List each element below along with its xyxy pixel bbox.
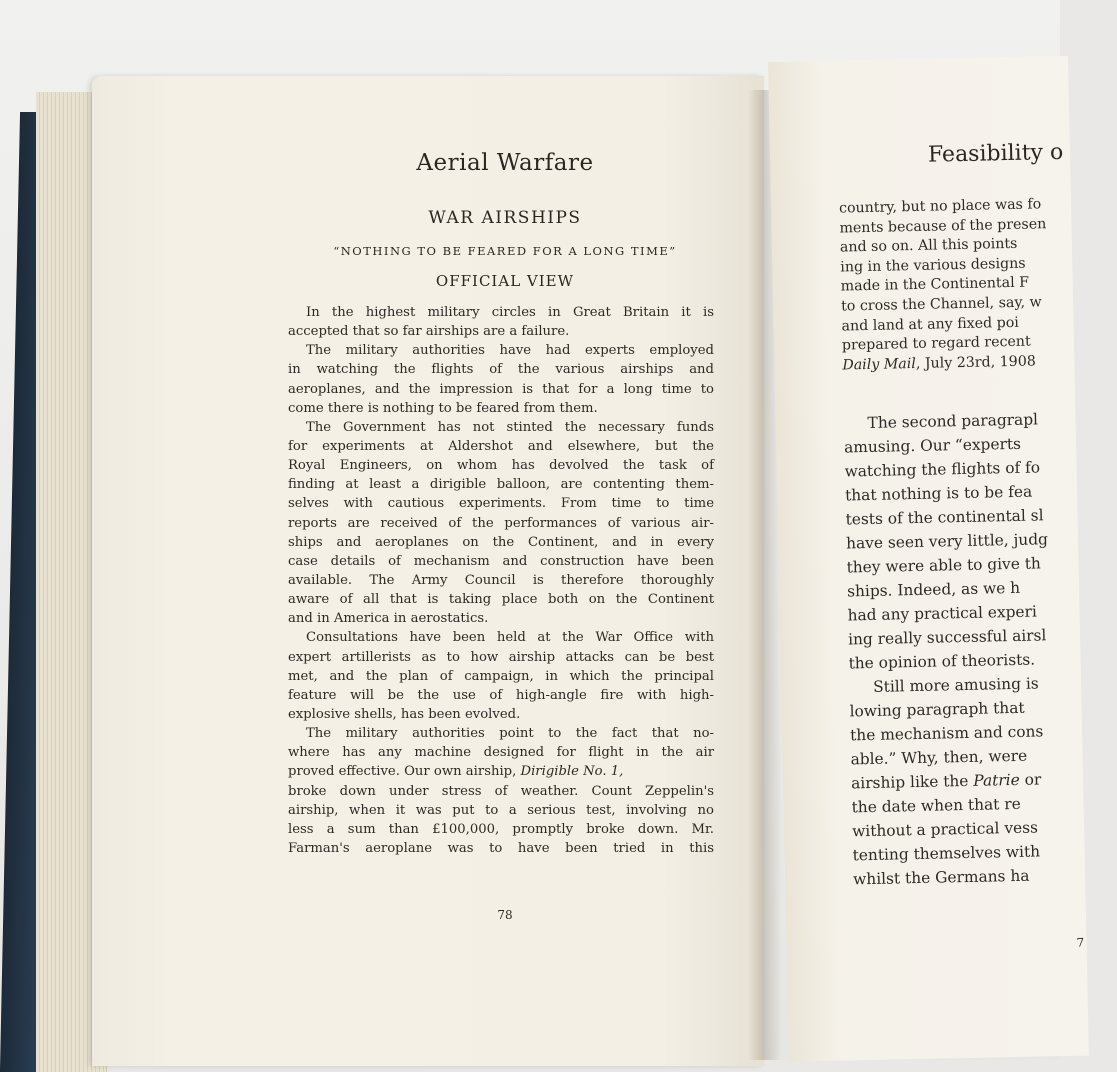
text-fragment: or (1019, 770, 1042, 790)
text-line: come there is nothing to be feared from them. (288, 400, 598, 416)
text-line: less a sum than £100,000, promptly broke down. Mr. (288, 821, 714, 837)
italic-title: Patrie (973, 771, 1020, 791)
text-line: The military authorities have had experts employed (306, 343, 714, 359)
italic-title: Dirigible No. 1, (520, 764, 624, 780)
text-line: in watching the flights of the various airships and (288, 362, 714, 378)
left-page-body (288, 303, 714, 858)
text-line: able.” Why, then, were (850, 747, 1028, 769)
text-line: broke down under stress of weather. Count Zeppelin's (288, 783, 714, 799)
italic-title: Daily Mail (842, 355, 917, 374)
text-line: for experiments at Aldershot and elsewhere, but the (288, 438, 714, 454)
text-line: and so on. All this points (839, 236, 1018, 256)
text-line: The second paragrapl (867, 410, 1039, 433)
right-page-body (839, 195, 1113, 895)
text-line: In the highest military circles in Great Britain it is (306, 305, 714, 320)
text-line: made in the Continental F (840, 274, 1030, 295)
text-line: ing really successful airsl (847, 626, 1047, 649)
text-line: aeroplanes, and the impression is that for a long time to (288, 381, 714, 397)
text-fragment: , July 23rd, 1908 (915, 353, 1036, 372)
text-line: where has any machine designed for flight in the air (288, 745, 714, 761)
text-line: they were able to give th (846, 554, 1042, 577)
text-line (288, 762, 714, 781)
text-line: without a practical vess (851, 818, 1039, 841)
text-line: ships and aeroplanes on the Continent, and in every (288, 534, 714, 550)
text-line: lowing paragraph that (849, 699, 1025, 721)
text-line: airship, when it was put to a serious test, involving no (288, 802, 714, 818)
text-line: to cross the Channel, say, w (840, 294, 1042, 315)
text-line: Consultations have been held at the War Office with (306, 630, 714, 646)
text-line: amusing. Our “experts (843, 435, 1022, 457)
text-line: ing in the various designs (840, 255, 1026, 276)
text-line: that nothing is to be fea (844, 482, 1033, 505)
running-head: Aerial Warfare (416, 150, 594, 176)
text-line: Still more amusing is (872, 674, 1039, 697)
text-line: selves with cautious experiments. From time to time (288, 496, 714, 512)
text-line: met, and the plan of campaign, in which the principal (288, 668, 714, 684)
text-line: and land at any fixed poi (841, 314, 1020, 335)
paragraph-gap (843, 371, 1104, 414)
text-line: tenting themselves with (852, 842, 1041, 865)
text-line: the date when that re (851, 795, 1021, 817)
text-line: tests of the continental sl (845, 506, 1044, 529)
text-line: feature will be the use of high-angle fire with high- (288, 687, 714, 703)
text-line: prepared to regard recent (841, 333, 1031, 354)
text-line: reports are received of the performances of various air- (288, 515, 714, 531)
text-line: watching the flights of fo (844, 458, 1041, 481)
text-line: accepted that so far airships are a failure. (288, 324, 570, 340)
text-line: the mechanism and cons (849, 722, 1044, 745)
text-line: ments because of the presen (839, 215, 1047, 237)
text-line: case details of mechanism and construction have been (288, 553, 714, 569)
text-line: country, but no place was fo (838, 196, 1042, 217)
text-line: The military authorities point to the fact that no- (306, 726, 714, 742)
right-page (768, 56, 1089, 1062)
text-line: and in America in aerostatics. (288, 611, 489, 627)
text-line: explosive shells, has been evolved. (288, 706, 521, 722)
text-line: the opinion of theorists. (848, 650, 1036, 673)
text-line: have seen very little, judg (845, 530, 1049, 553)
text-line: expert artillerists as to how airship attacks can be best (288, 649, 714, 665)
text-fragment: airship like the (850, 772, 974, 793)
text-line: ships. Indeed, as we h (846, 579, 1021, 601)
page-number: 78 (497, 908, 513, 922)
text-line: aware of all that is taking place both on the Continent (288, 592, 714, 608)
right-page-number: 7 (1076, 935, 1085, 950)
text-line: Royal Engineers, on whom has devolved the task of (288, 458, 714, 474)
subhead: “NOTHING TO BE FEARED FOR A LONG TIME” (333, 244, 677, 258)
text-fragment: proved effective. Our own airship, (288, 764, 521, 780)
text-line: had any practical experi (847, 602, 1038, 625)
text-line: whilst the Germans ha (852, 867, 1030, 889)
section-title: WAR AIRSHIPS (428, 208, 582, 228)
text-line: available. The Army Council is therefore thoroughly (288, 572, 714, 588)
subhead-official-view: OFFICIAL VIEW (435, 272, 575, 290)
text-line: finding at least a dirigible balloon, are contenting them- (288, 477, 714, 493)
text-line: Farman's aeroplane was to have been tried in this (288, 840, 714, 856)
text-line: The Government has not stinted the necessary funds (306, 419, 714, 435)
right-running-head: Feasibility o (927, 139, 1064, 168)
